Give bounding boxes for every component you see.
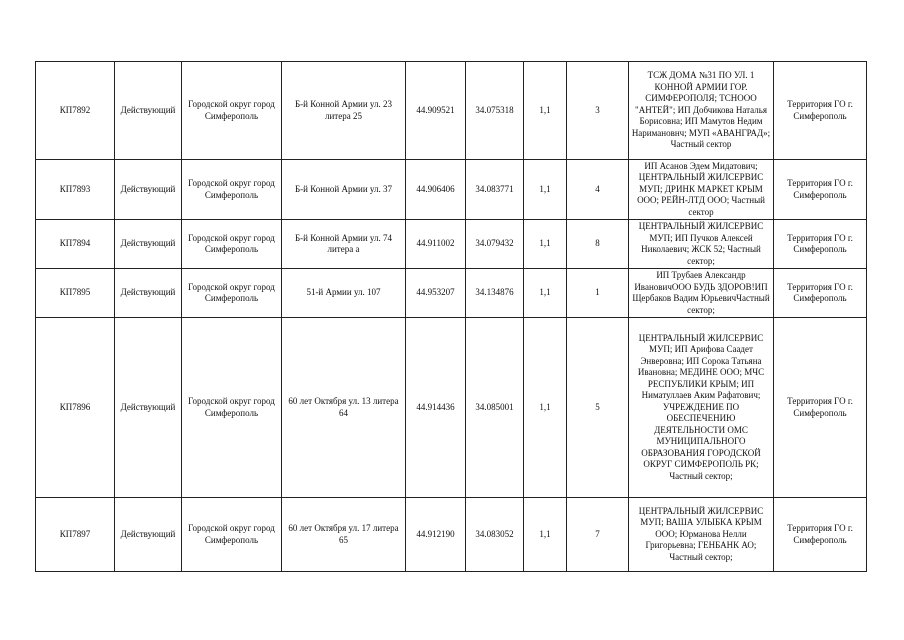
longitude-cell: 34.075318 bbox=[466, 62, 524, 160]
address-cell: 60 лет Октября ул. 17 литера 65 bbox=[282, 498, 406, 572]
longitude-cell: 34.083052 bbox=[466, 498, 524, 572]
container-count-cell: 7 bbox=[567, 498, 629, 572]
latitude-cell: 44.909521 bbox=[406, 62, 466, 160]
latitude-cell: 44.906406 bbox=[406, 160, 466, 220]
site-id: КП7892 bbox=[36, 62, 115, 160]
longitude-cell: 34.085001 bbox=[466, 318, 524, 498]
volume-cell: 1,1 bbox=[524, 498, 567, 572]
latitude-cell: 44.953207 bbox=[406, 269, 466, 318]
address-cell: Б-й Конной Армии ул. 74 литера а bbox=[282, 220, 406, 269]
volume-cell: 1,1 bbox=[524, 160, 567, 220]
district-cell: Городской округ город Симферополь bbox=[182, 160, 282, 220]
address-cell: 51-й Армии ул. 107 bbox=[282, 269, 406, 318]
owners-text: ЦЕНТРАЛЬНЫЙ ЖИЛСЕРВИС МУП; ВАША УЛЫБКА КРЫМ ООО; Юрманова Нелли Григорьевна; ГЕНБАНК АО; Частный сектор; bbox=[638, 505, 764, 562]
owners-text: ИП Асанов Эдем Мидатович; ЦЕНТРАЛЬНЫЙ ЖИЛСЕРВИС МУП; ДРИНК МАРКЕТ КРЫМ ООО; РЕЙН-ЛТД ООО; Частный сектор bbox=[637, 160, 765, 217]
container-count-cell: 1 bbox=[567, 269, 629, 318]
site-id: КП7895 bbox=[36, 269, 115, 318]
longitude-cell: 34.079432 bbox=[466, 220, 524, 269]
status-cell: Действующий bbox=[115, 220, 182, 269]
owners-text: ЦЕНТРАЛЬНЫЙ ЖИЛСЕРВИС МУП; ИП Арифова Саадет Энверовна; ИП Сорока Татьяна Ивановна; МЕДИНЕ ООО; МЧС РЕСПУБЛИКИ КРЫМ; ИП Ниматуллаев Аким Рафатович; УЧРЕЖДЕНИЕ ПО ОБЕСПЕЧЕНИЮ ДЕЯТЕЛЬНОСТИ ОМС МУНИЦИПАЛЬНОГО ОБРАЗОВАНИЯ ГОРОДСКОЙ ОКРУГ СИМФЕРОПОЛЬ РК; Частный сектор; bbox=[637, 332, 765, 481]
volume-cell: 1,1 bbox=[524, 318, 567, 498]
territory-cell: Территория ГО г. Симферополь bbox=[774, 62, 867, 160]
owners-cell bbox=[629, 220, 774, 269]
owners-cell bbox=[629, 318, 774, 498]
territory-cell: Территория ГО г. Симферополь bbox=[774, 160, 867, 220]
container-count-cell: 8 bbox=[567, 220, 629, 269]
table-row bbox=[36, 62, 867, 160]
latitude-cell: 44.912190 bbox=[406, 498, 466, 572]
owners-text: ТСЖ ДОМА №31 ПО УЛ. 1 КОННОЙ АРМИИ ГОР. СИМФЕРОПОЛЯ; ТСНООО "АНТЕЙ"; ИП Добчикова Наталья Борисовна; ИП Мамутов Недим Наримановнч; МУП «АВАНГРАД»; Частный сектор bbox=[631, 70, 771, 150]
district-cell: Городской округ город Симферополь bbox=[182, 269, 282, 318]
site-id: КП7897 bbox=[36, 498, 115, 572]
territory-cell: Территория ГО г. Симферополь bbox=[774, 269, 867, 318]
address-cell: 60 лет Октября ул. 13 литера 64 bbox=[282, 318, 406, 498]
territory-cell: Территория ГО г. Симферополь bbox=[774, 498, 867, 572]
territory-cell: Территория ГО г. Симферополь bbox=[774, 318, 867, 498]
address-cell: Б-й Конной Армии ул. 37 bbox=[282, 160, 406, 220]
district-cell: Городской округ город Симферополь bbox=[182, 62, 282, 160]
container-count-cell: 5 bbox=[567, 318, 629, 498]
site-id: КП7894 bbox=[36, 220, 115, 269]
table-row bbox=[36, 498, 867, 572]
status-cell: Действующий bbox=[115, 62, 182, 160]
owners-cell bbox=[629, 269, 774, 318]
owners-text: ИП Трубаев Александр ИвановичООО БУДЬ ЗДОРОВ!ИП Щербаков Вадим ЮрьевичЧастный сектор; bbox=[632, 270, 770, 315]
district-cell: Городской округ город Симферополь bbox=[182, 220, 282, 269]
status-cell: Действующий bbox=[115, 160, 182, 220]
volume-cell: 1,1 bbox=[524, 269, 567, 318]
territory-cell: Территория ГО г. Симферополь bbox=[774, 220, 867, 269]
container-sites-table bbox=[35, 61, 867, 572]
volume-cell: 1,1 bbox=[524, 220, 567, 269]
volume-cell: 1,1 bbox=[524, 62, 567, 160]
longitude-cell: 34.134876 bbox=[466, 269, 524, 318]
district-cell: Городской округ город Симферополь bbox=[182, 498, 282, 572]
site-id: КП7893 bbox=[36, 160, 115, 220]
table-row bbox=[36, 269, 867, 318]
container-count-cell: 4 bbox=[567, 160, 629, 220]
longitude-cell: 34.083771 bbox=[466, 160, 524, 220]
status-cell: Действующий bbox=[115, 269, 182, 318]
site-id: КП7896 bbox=[36, 318, 115, 498]
latitude-cell: 44.914436 bbox=[406, 318, 466, 498]
table-row bbox=[36, 160, 867, 220]
status-cell: Действующий bbox=[115, 318, 182, 498]
owners-cell bbox=[629, 160, 774, 220]
container-count-cell: 3 bbox=[567, 62, 629, 160]
owners-cell bbox=[629, 498, 774, 572]
table-row bbox=[36, 318, 867, 498]
district-cell: Городской округ город Симферополь bbox=[182, 318, 282, 498]
status-cell: Действующий bbox=[115, 498, 182, 572]
owners-cell bbox=[629, 62, 774, 160]
table-row bbox=[36, 220, 867, 269]
owners-text: ЦЕНТРАЛЬНЫЙ ЖИЛСЕРВИС МУП; ИП Пучков Алексей Николаевич; ЖСК 52; Частный сектор; bbox=[638, 221, 764, 266]
address-cell: Б-й Конной Армии ул. 23 литера 25 bbox=[282, 62, 406, 160]
latitude-cell: 44.911002 bbox=[406, 220, 466, 269]
